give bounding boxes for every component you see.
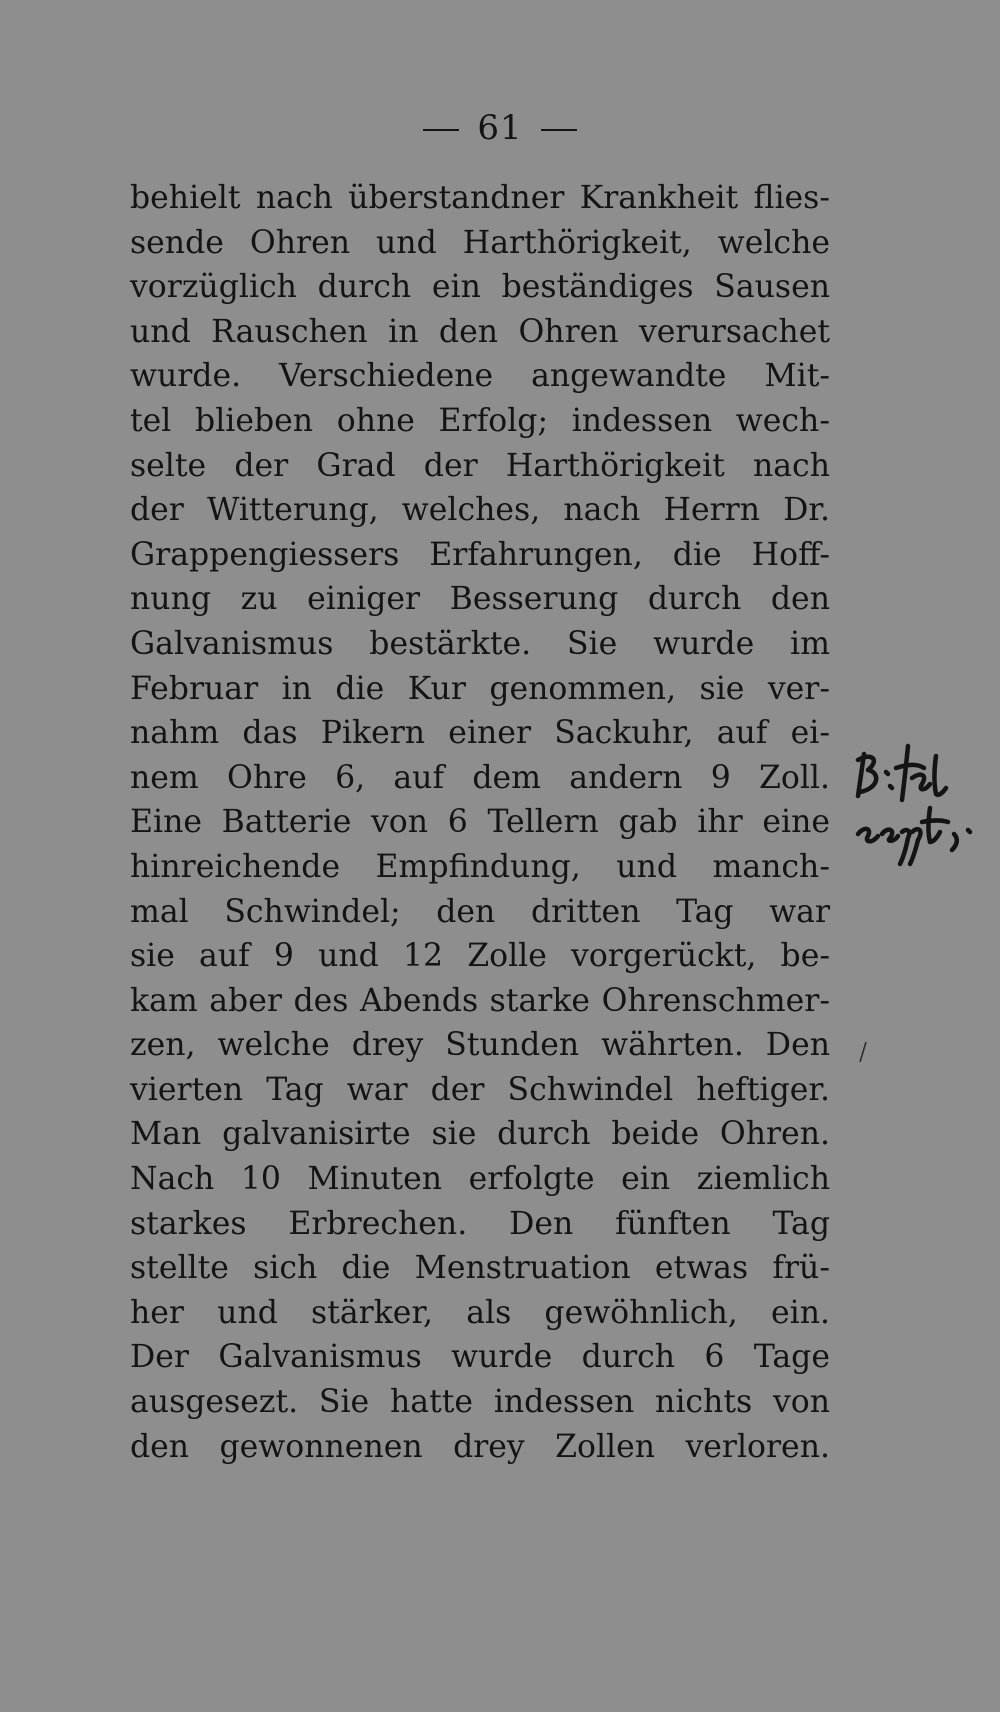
text-line: nung zu einiger Besserung durch den <box>130 581 830 618</box>
text-line: kam aber des Abends starke Ohrenschmer- <box>130 982 830 1019</box>
text-line: ausgesezt. Sie hatte indessen nichts von <box>130 1384 830 1421</box>
page-number: 61 <box>477 108 523 148</box>
text-line: stellte sich die Menstruation etwas frü- <box>130 1250 830 1287</box>
text-line: Februar in die Kur genommen, sie ver- <box>130 670 830 707</box>
body-paragraph <box>130 176 830 1469</box>
text-line: den gewonnenen drey Zollen verloren. <box>130 1428 830 1465</box>
header-dash-right <box>541 129 577 131</box>
handwritten-margin-note <box>850 738 990 898</box>
page-header <box>0 108 1000 148</box>
text-line: hinreichende Empfindung, und manch- <box>130 848 830 885</box>
stray-pencil-mark <box>858 1040 868 1064</box>
text-line: selte der Grad der Harthörigkeit nach <box>130 447 830 484</box>
text-line: Grappengiessers Erfahrungen, die Hoff- <box>130 536 830 573</box>
text-line: behielt nach überstandner Krankheit flies- <box>130 180 830 216</box>
text-line: der Witterung, welches, nach Herrn Dr. <box>130 492 830 529</box>
header-dash-left <box>423 129 459 131</box>
text-line: und Rauschen in den Ohren verursachet <box>130 313 830 350</box>
text-line: nahm das Pikern einer Sackuhr, auf ei- <box>130 715 830 752</box>
text-line: her und stärker, als gewöhnlich, ein. <box>130 1294 830 1331</box>
text-line: sie auf 9 und 12 Zolle vorgerückt, be- <box>130 938 830 975</box>
text-line: Man galvanisirte sie durch beide Ohren. <box>130 1116 830 1153</box>
text-line: Galvanismus bestärkte. Sie wurde im <box>130 625 830 662</box>
text-line: starkes Erbrechen. Den fünften Tag <box>130 1205 830 1242</box>
text-line: vierten Tag war der Schwindel heftiger. <box>130 1071 830 1108</box>
text-line: wurde. Verschiedene angewandte Mit- <box>130 358 830 395</box>
text-line: Der Galvanismus wurde durch 6 Tage <box>130 1339 830 1376</box>
text-line: mal Schwindel; den dritten Tag war <box>130 893 830 930</box>
text-line: Eine Batterie von 6 Tellern gab ihr eine <box>130 804 830 841</box>
text-line: vorzüglich durch ein beständiges Sausen <box>130 269 830 306</box>
text-line: tel blieben ohne Erfolg; indessen wech- <box>130 402 830 439</box>
text-line: zen, welche drey Stunden währten. Den <box>130 1027 830 1064</box>
text-line: Nach 10 Minuten erfolgte ein ziemlich <box>130 1161 830 1198</box>
text-line: nem Ohre 6, auf dem andern 9 Zoll. <box>130 759 830 796</box>
text-line: sende Ohren und Harthörigkeit, welche <box>130 224 830 261</box>
